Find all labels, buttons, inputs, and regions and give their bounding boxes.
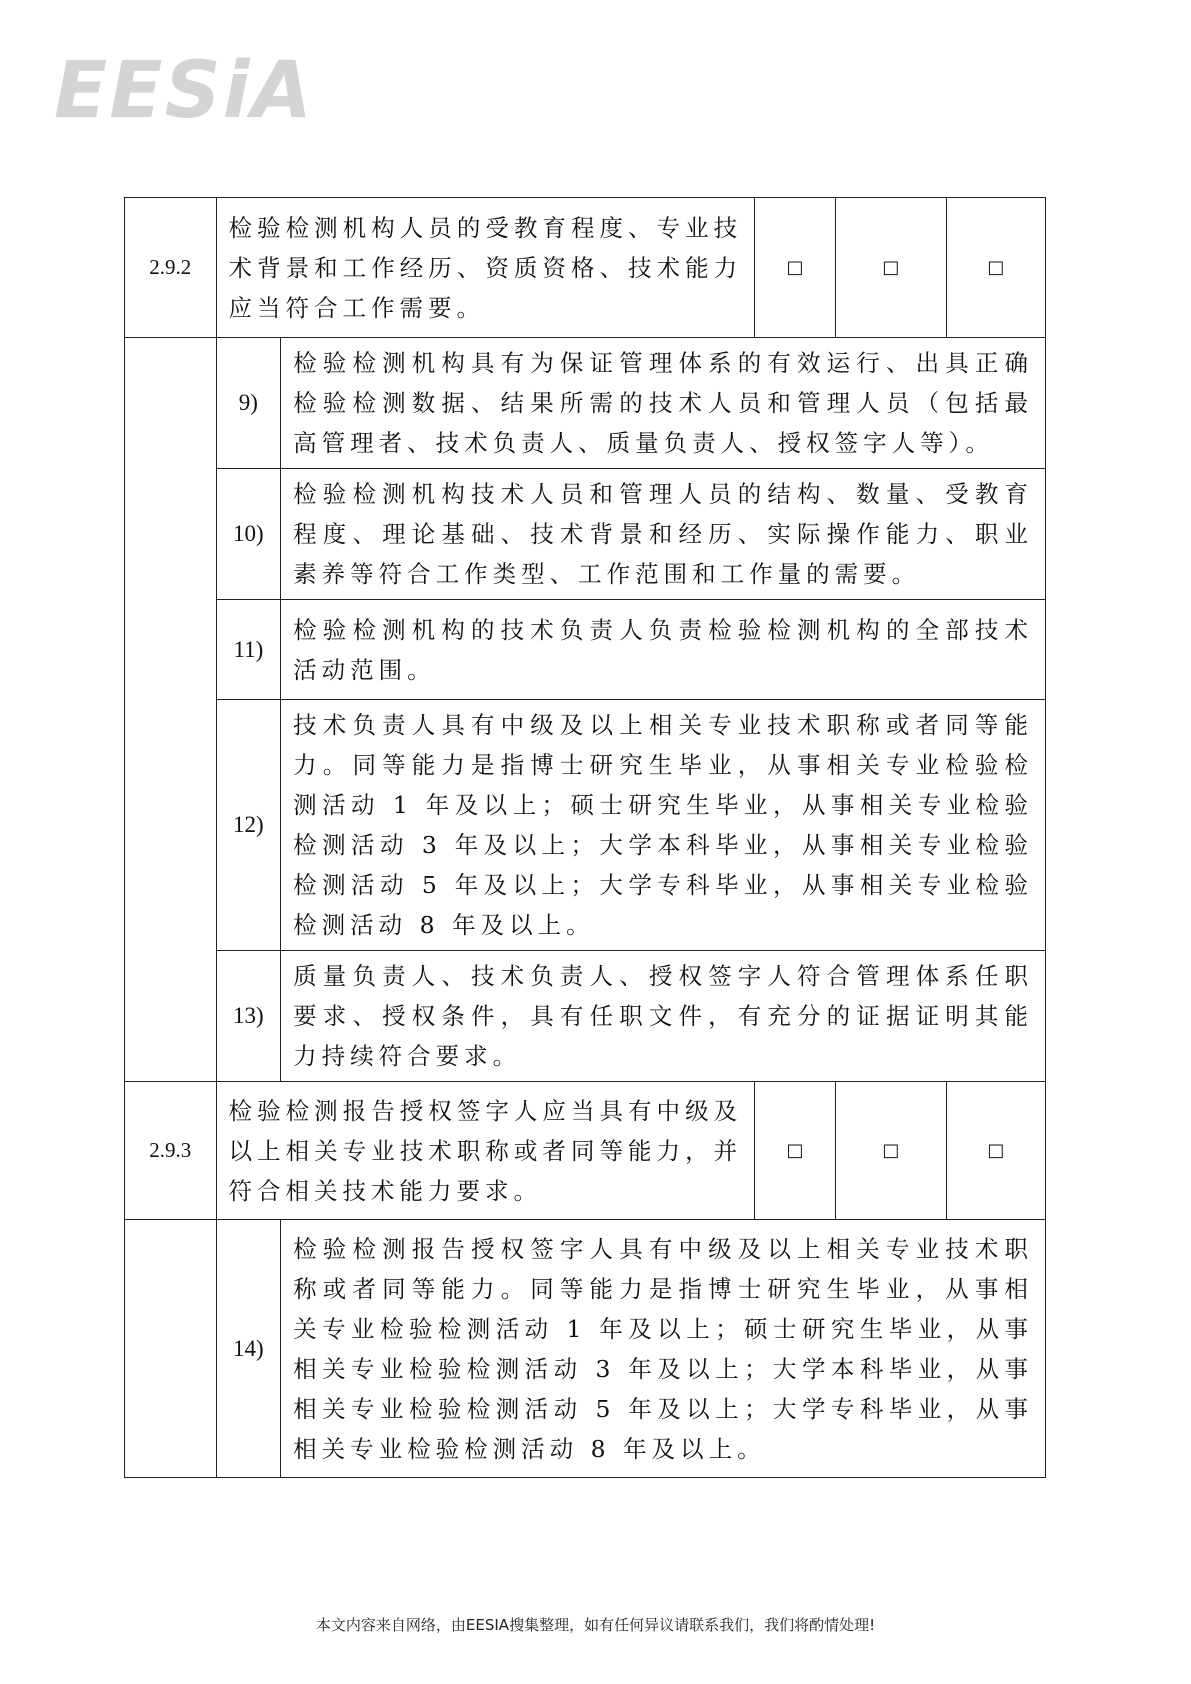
table-row: [125, 600, 1046, 700]
checkbox[interactable]: □: [946, 1082, 1045, 1220]
table-row: [125, 198, 1046, 338]
checklist-table: [124, 197, 1046, 1478]
table-row: [125, 1082, 1046, 1220]
checkbox[interactable]: □: [946, 198, 1045, 338]
item-text: 检验检测机构的技术负责人负责检验检测机构的全部技术活动范围。: [281, 600, 1046, 700]
item-text: 检验检测机构具有为保证管理体系的有效运行、出具正确检验检测数据、结果所需的技术人员和管理人员（包括最高管理者、技术负责人、质量负责人、授权签字人等）。: [281, 338, 1046, 469]
checkbox[interactable]: □: [835, 1082, 946, 1220]
clause-text: 检验检测机构人员的受教育程度、专业技术背景和工作经历、资质资格、技术能力应当符合工作需要。: [216, 198, 755, 338]
item-text: 检验检测报告授权签字人具有中级及以上相关专业技术职称或者同等能力。同等能力是指博士研究生毕业，从事相关专业检验检测活动 1 年及以上；硕士研究生毕业，从事相关专业检验检测活动 3 年及以上；大学本科毕业，从事相关专业检验检测活动 5 年及以上；大学专科毕业，从事相关专业检验检测活动 8 年及以上。: [281, 1220, 1046, 1478]
table-row: [125, 700, 1046, 951]
item-number: 9): [216, 338, 281, 469]
table-row: [125, 469, 1046, 600]
item-number: 14): [216, 1220, 281, 1478]
footer-note: 本文内容来自网络，由EESIA搜集整理，如有任何异议请联系我们，我们将酌情处理!: [315, 1616, 876, 1634]
eesia-logo: EESiA: [54, 46, 314, 136]
clause-text: 检验检测报告授权签字人应当具有中级及以上相关专业技术职称或者同等能力，并符合相关技术能力要求。: [216, 1082, 755, 1220]
table-row: [125, 951, 1046, 1082]
blank-cell: [125, 1220, 217, 1478]
item-text: 质量负责人、技术负责人、授权签字人符合管理体系任职要求、授权条件，具有任职文件，有充分的证据证明其能力持续符合要求。: [281, 951, 1046, 1082]
item-text: 技术负责人具有中级及以上相关专业技术职称或者同等能力。同等能力是指博士研究生毕业，从事相关专业检验检测活动 1 年及以上；硕士研究生毕业，从事相关专业检验检测活动 3 年及以上；大学本科毕业，从事相关专业检验检测活动 5 年及以上；大学专科毕业，从事相关专业检验检测活动 8 年及以上。: [281, 700, 1046, 951]
table-row: [125, 1220, 1046, 1478]
blank-cell: [125, 338, 217, 1082]
checkbox[interactable]: □: [835, 198, 946, 338]
item-number: 13): [216, 951, 281, 1082]
clause-number: 2.9.3: [125, 1082, 217, 1220]
table-row: [125, 338, 1046, 469]
item-number: 10): [216, 469, 281, 600]
item-number: 11): [216, 600, 281, 700]
clause-number: 2.9.2: [125, 198, 217, 338]
item-text: 检验检测机构技术人员和管理人员的结构、数量、受教育程度、理论基础、技术背景和经历、实际操作能力、职业素养等符合工作类型、工作范围和工作量的需要。: [281, 469, 1046, 600]
item-number: 12): [216, 700, 281, 951]
checkbox[interactable]: □: [755, 1082, 836, 1220]
checkbox[interactable]: □: [755, 198, 836, 338]
